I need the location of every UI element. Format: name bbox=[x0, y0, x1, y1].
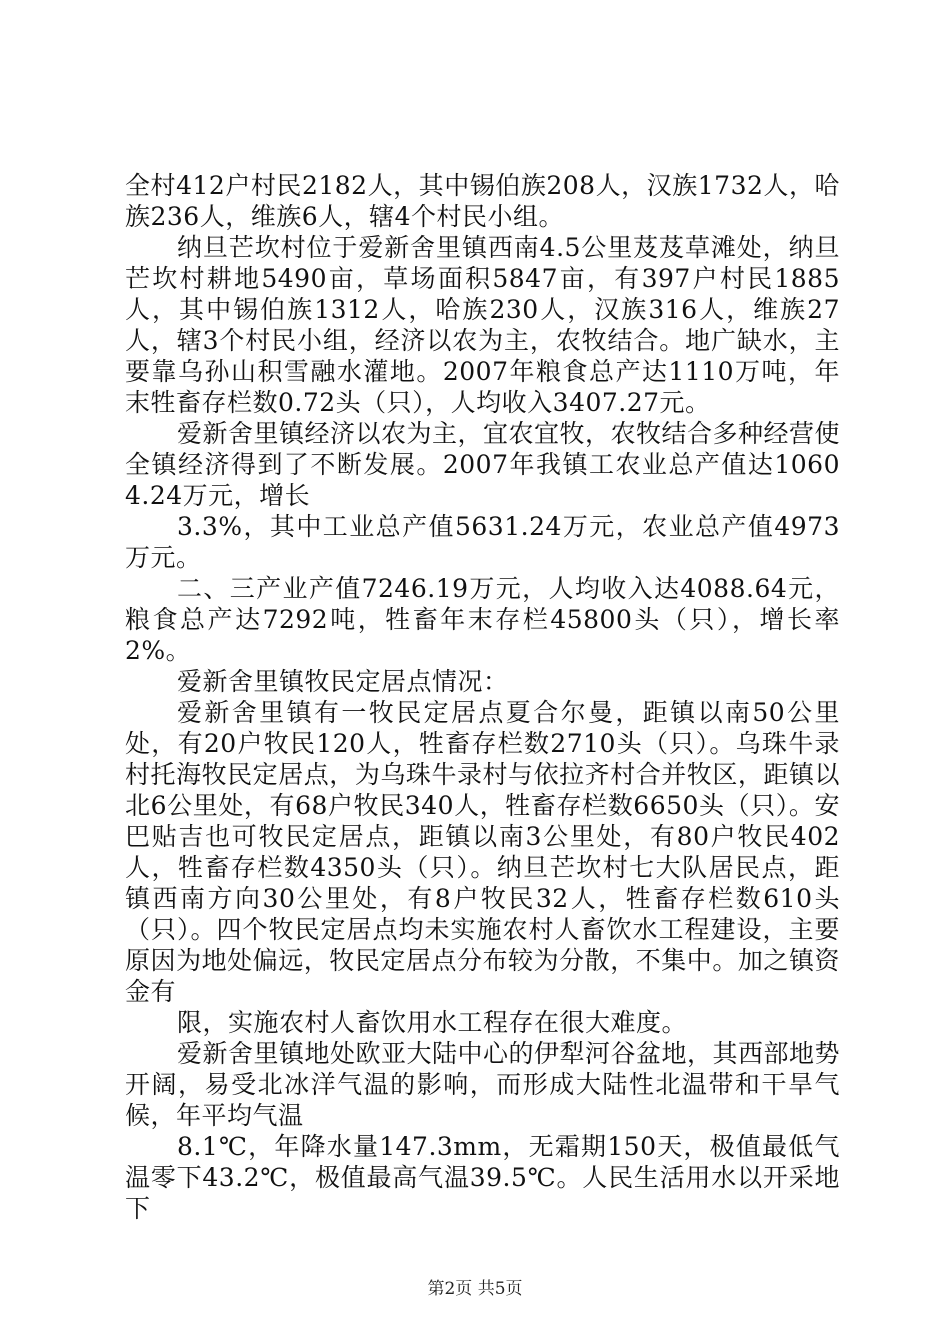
paragraph-5: 二、三产业产值7246.19万元，人均收入达4088.64元，粮食总产达7292吨，牲畜年末存栏45800头（只），增长率2%。 bbox=[125, 574, 840, 665]
document-body bbox=[125, 170, 840, 1224]
paragraph-7: 爱新舍里镇有一牧民定居点夏合尔曼，距镇以南50公里处，有20户牧民120人，牲畜存栏数2710头（只）。乌珠牛录村托海牧民定居点，为乌珠牛录村与依拉齐村合并牧区，距镇以北6公里处，有68户牧民340人，牲畜存栏数6650头（只）。安巴贴吉也可牧民定居点，距镇以南3公里处，有80户牧民402人，牲畜存栏数4350头（只）。纳旦芒坎村七大队居民点，距镇西南方向30公里处，有8户牧民32人，牲畜存栏数610头（只）。四个牧民定居点均未实施农村人畜饮水工程建设，主要原因为地处偏远，牧民定居点分布较为分散，不集中。加之镇资金有 bbox=[125, 698, 840, 1006]
page-footer: 第2页 共5页 bbox=[427, 1279, 523, 1299]
paragraph-6: 爱新舍里镇牧民定居点情况： bbox=[177, 667, 509, 696]
paragraph-8: 限，实施农村人畜饮用水工程存在很大难度。 bbox=[177, 1008, 688, 1037]
paragraph-3: 爱新舍里镇经济以农为主，宜农宜牧，农牧结合多种经营使全镇经济得到了不断发展。2007年我镇工农业总产值达10604.24万元，增长 bbox=[125, 419, 841, 510]
paragraph-10: 8.1℃，年降水量147.3mm，无霜期150天，极值最低气温零下43.2℃，极值最高气温39.5℃。人民生活用水以开采地下 bbox=[125, 1132, 840, 1223]
paragraph-1: 全村412户村民2182人，其中锡伯族208人，汉族1732人，哈族236人，维族6人，辖4个村民小组。 bbox=[125, 171, 840, 231]
paragraph-9: 爱新舍里镇地处欧亚大陆中心的伊犁河谷盆地，其西部地势开阔，易受北冰洋气温的影响，而形成大陆性北温带和干旱气候，年平均气温 bbox=[125, 1039, 841, 1130]
paragraph-2: 纳旦芒坎村位于爱新舍里镇西南4.5公里芨芨草滩处，纳旦芒坎村耕地5490亩，草场面积5847亩，有397户村民1885人，其中锡伯族1312人，哈族230人，汉族316人，维族27人，辖3个村民小组，经济以农为主，农牧结合。地广缺水，主要靠乌孙山积雪融水灌地。2007年粮食总产达1110万吨，年末牲畜存栏数0.72头（只），人均收入3407.27元。 bbox=[125, 233, 840, 417]
paragraph-4: 3.3%，其中工业总产值5631.24万元，农业总产值4973万元。 bbox=[125, 512, 840, 572]
